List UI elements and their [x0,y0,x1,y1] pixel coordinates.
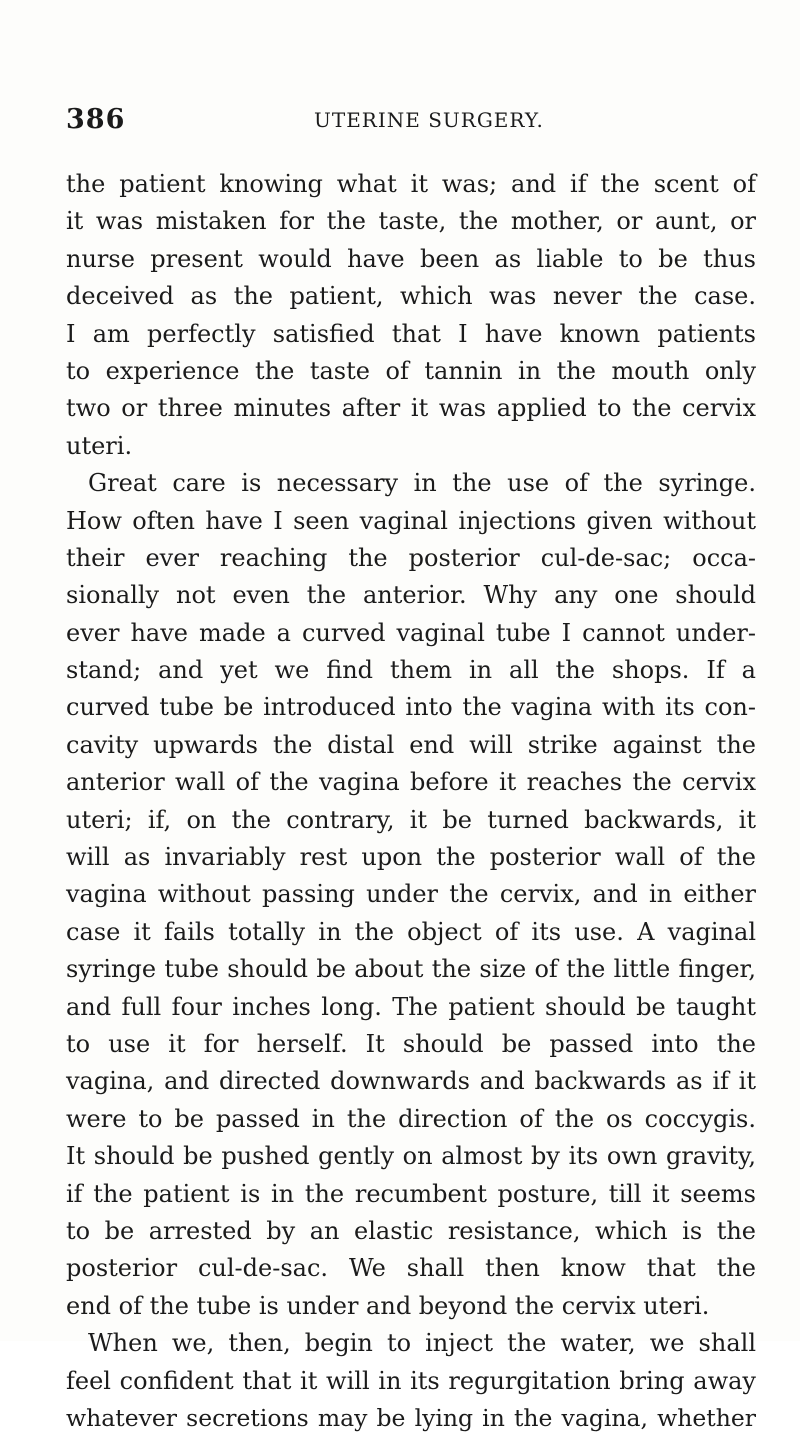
text-line: anterior wall of the vagina before it reaches the cervix [66,768,756,797]
text-line: vagina without passing under the cervix, and in either [66,880,756,909]
page-number: 386 [66,104,126,135]
text-line: the patient knowing what it was; and if the scent of [66,170,756,198]
text-line: deceived as the patient, which was never the case. [66,282,756,311]
text-line: ever have made a curved vaginal tube I cannot under- [66,618,756,647]
text-line: and full four inches long. The patient should be taught [66,992,756,1021]
text-line: How often have I seen vaginal injections given without [66,506,756,535]
running-head: UTERINE SURGERY. [314,108,544,132]
text-line: case it fails totally in the object of its use. A vaginal [66,917,756,946]
text-line: Great care is necessary in the use of the syringe. [88,469,756,498]
text-line: I am perfectly satisfied that I have known patients [66,319,756,348]
text-line: uteri. [66,431,133,460]
text-line: When we, then, begin to inject the water, we shall [88,1329,756,1358]
text-line: were to be passed in the direction of the os coccygis. [66,1104,756,1133]
text-line: will as invariably rest upon the posterior wall of the [66,843,756,872]
text-line: stand; and yet we find them in all the shops. If a [66,656,756,685]
text-line: to use it for herself. It should be passed into the [66,1029,756,1058]
text-line: curved tube be introduced into the vagina with its con- [66,693,756,722]
text-line: posterior cul-de-sac. We shall then know that the [66,1254,756,1283]
text-line: uteri; if, on the contrary, it be turned backwards, it [66,805,756,834]
text-line: nurse present would have been as liable to be thus [66,244,756,273]
text-line: to be arrested by an elastic resistance, which is the [66,1216,756,1245]
body-text [66,166,756,1437]
text-line: two or three minutes after it was applied to the cervix [66,394,756,423]
text-line: feel confident that it will in its regurgitation bring away [66,1366,756,1395]
text-line: to experience the taste of tannin in the mouth only [66,356,756,385]
text-line: end of the tube is under and beyond the cervix uteri. [66,1291,710,1320]
text-line: if the patient is in the recumbent posture, till it seems [66,1179,756,1208]
text-line: their ever reaching the posterior cul-de-sac; occa- [66,543,756,572]
text-line: whatever secretions may be lying in the vagina, whether [66,1403,756,1432]
text-line: vagina, and directed downwards and backwards as if it [66,1067,756,1096]
text-line: it was mistaken for the taste, the mother, or aunt, or [66,207,756,236]
page-header [66,104,766,138]
text-line: syringe tube should be about the size of the little finger, [66,955,756,984]
text-line: It should be pushed gently on almost by its own gravity, [66,1142,756,1171]
text-line: cavity upwards the distal end will strike against the [66,730,756,759]
text-line: sionally not even the anterior. Why any one should [66,581,756,610]
